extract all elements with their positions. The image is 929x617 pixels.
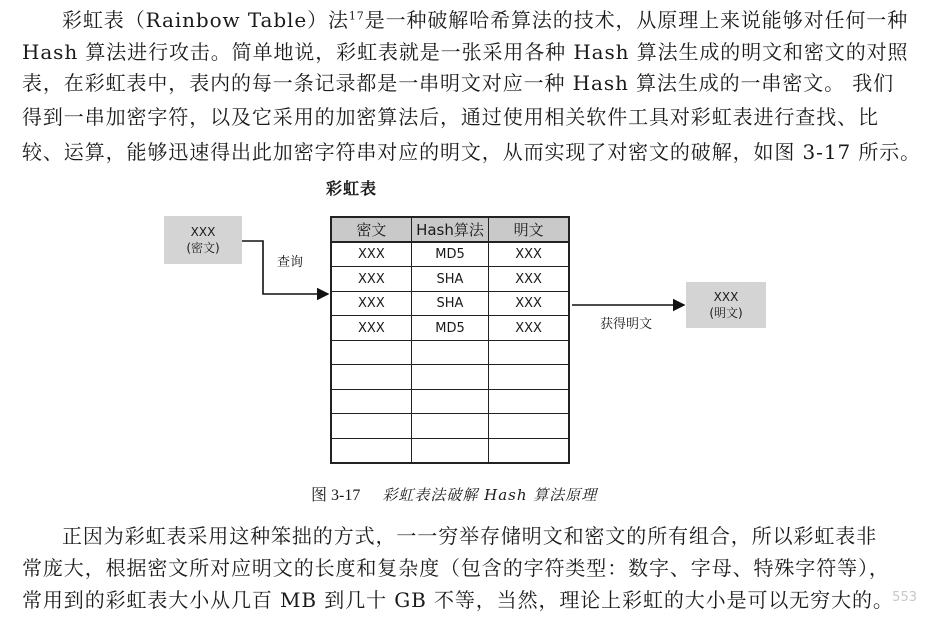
cell-algorithm: MD5 xyxy=(411,242,488,267)
cell-ciphertext: XXX xyxy=(331,267,411,291)
cell-plaintext: XXX xyxy=(489,291,569,315)
query-label: 查询 xyxy=(277,255,304,270)
table-row xyxy=(331,414,569,438)
cell-algorithm xyxy=(411,365,488,389)
header-plaintext: 明文 xyxy=(489,217,569,242)
cell-ciphertext xyxy=(331,340,411,364)
table-row xyxy=(331,365,569,389)
rainbow-table-title: 彩虹表 xyxy=(326,179,378,198)
paragraph2-line2: 常庞大，根据密文所对应明文的长度和复杂度（包含的字符类型：数字、字母、特殊字符等）， xyxy=(22,556,890,580)
paragraph1-line5: 较、运算，能够迅速得出此加密字符串对应的明文，从而实现了对密文的破解，如图 3-17 所示。 xyxy=(22,140,922,164)
table-row xyxy=(331,389,569,413)
cell-algorithm: SHA xyxy=(411,291,488,315)
plaintext-output-label: (明文) xyxy=(709,306,743,320)
cell-ciphertext xyxy=(331,365,411,389)
table-row xyxy=(331,242,569,267)
ciphertext-input-label: (密文) xyxy=(186,241,220,255)
table-row xyxy=(331,267,569,291)
ciphertext-input-value: XXX xyxy=(190,225,216,239)
paragraph2-line1: 正因为彩虹表采用这种笨拙的方式，一一穷举存储明文和密文的所有组合，所以彩虹表非 xyxy=(62,524,878,548)
footnote-marker: 17 xyxy=(348,9,365,23)
cell-plaintext xyxy=(489,438,569,463)
cell-algorithm: SHA xyxy=(411,267,488,291)
cell-algorithm xyxy=(411,438,488,463)
header-ciphertext: 密文 xyxy=(331,217,411,242)
cell-algorithm xyxy=(411,414,488,438)
obtain-plaintext-label: 获得明文 xyxy=(600,317,653,332)
cell-plaintext: XXX xyxy=(489,267,569,291)
watermark: 553 xyxy=(892,590,917,605)
figure-caption-text: 彩虹表法破解 Hash 算法原理 xyxy=(382,486,598,504)
figure-caption xyxy=(311,482,597,505)
paragraph1-line2: Hash 算法进行攻击。简单地说，彩虹表就是一张采用各种 Hash 算法生成的明文和密文的对照 xyxy=(22,40,909,64)
cell-plaintext: XXX xyxy=(489,242,569,267)
cell-ciphertext: XXX xyxy=(331,291,411,315)
cell-plaintext xyxy=(489,365,569,389)
table-row xyxy=(331,438,569,463)
rainbow-table xyxy=(330,216,570,464)
header-hash-algorithm: Hash算法 xyxy=(411,217,488,242)
cell-algorithm: MD5 xyxy=(411,316,488,340)
cell-algorithm xyxy=(411,340,488,364)
table-row xyxy=(331,340,569,364)
paragraph1-line3: 表，在彩虹表中，表内的每一条记录都是一串明文对应一种 Hash 算法生成的一串密文。 我们 xyxy=(22,71,895,95)
cell-ciphertext xyxy=(331,438,411,463)
plaintext-output-value: XXX xyxy=(713,290,739,304)
paragraph2-line3: 常用到的彩虹表大小从几百 MB 到几十 GB 不等，当然，理论上彩虹的大小是可以无穷大的。 xyxy=(22,588,894,612)
paragraph1-line1-prefix: 彩虹表（Rainbow Table）法 xyxy=(62,8,349,32)
cell-algorithm xyxy=(411,389,488,413)
cell-ciphertext: XXX xyxy=(331,242,411,267)
table-row xyxy=(331,291,569,315)
table-row xyxy=(331,316,569,340)
paragraph1-line1-suffix: 是一种破解哈希算法的技术，从原理上来说能够对任何一种 xyxy=(364,8,909,32)
paragraph1-line4: 得到一串加密字符，以及它采用的加密算法后，通过使用相关软件工具对彩虹表进行查找、比 xyxy=(22,105,879,129)
table-header-row xyxy=(331,217,569,242)
cell-plaintext: XXX xyxy=(489,316,569,340)
figure-caption-number: 图 3-17 xyxy=(311,487,361,504)
cell-plaintext xyxy=(489,340,569,364)
cell-ciphertext xyxy=(331,389,411,413)
cell-plaintext xyxy=(489,389,569,413)
cell-ciphertext: XXX xyxy=(331,316,411,340)
cell-plaintext xyxy=(489,414,569,438)
cell-ciphertext xyxy=(331,414,411,438)
